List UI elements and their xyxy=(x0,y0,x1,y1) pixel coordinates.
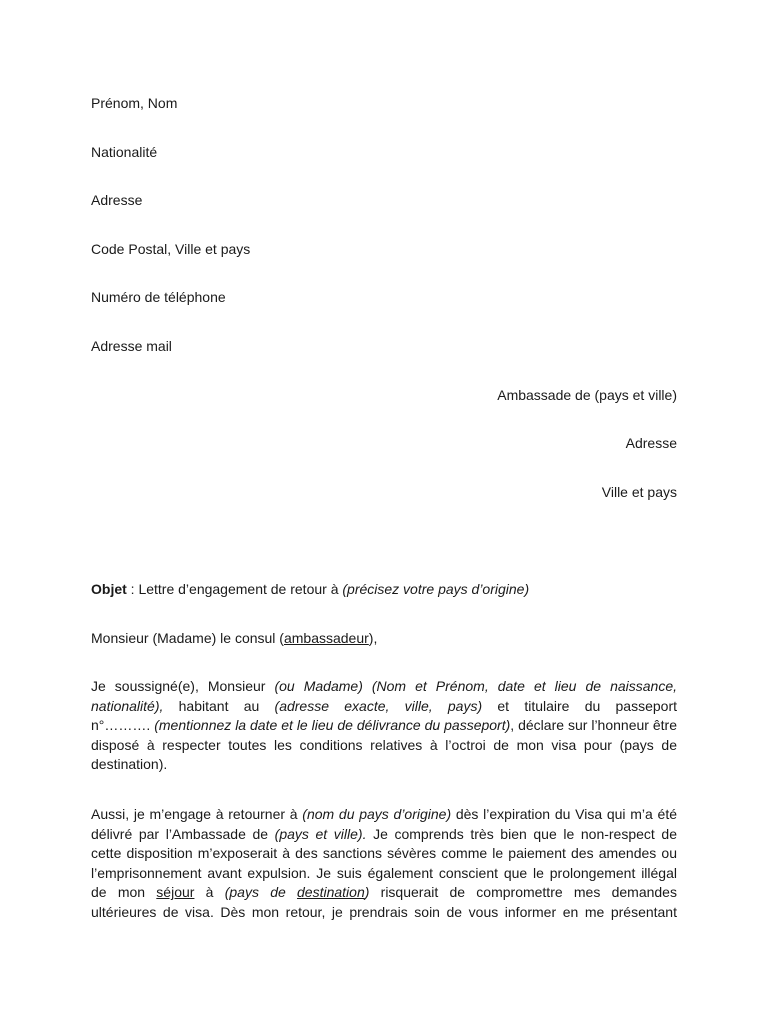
sender-address: Adresse xyxy=(91,192,143,208)
para1-line3: n°………. (mentionnez la date et le lieu de délivrance du passeport), déclare sur l’honneur être xyxy=(91,717,677,733)
para1-line4: disposé à respecter toutes les conditions relatives à l’octroi de mon visa pour (pays de xyxy=(91,736,677,753)
sender-name: Prénom, Nom xyxy=(91,95,178,111)
para1-line1: Je soussigné(e), Monsieur (ou Madame) (Nom et Prénom, date et lieu de naissance, xyxy=(91,678,678,694)
subject-line xyxy=(91,580,529,599)
para2-line3: cette disposition m’exposerait à des sanctions sévères comme le paiement des amendes ou xyxy=(91,845,677,861)
subject-label: Objet xyxy=(91,581,127,597)
subject-hint: (précisez votre pays d’origine) xyxy=(342,581,530,597)
para2-line5: de mon séjour à (pays de destination) risquerait de compromettre mes demandes xyxy=(91,884,677,900)
para2-line2: délivré par l’Ambassade de (pays et ville). Je comprends très bien que le non-respect de xyxy=(91,825,677,842)
paragraph-declaration xyxy=(91,677,677,775)
para1-line5: destination). xyxy=(91,756,168,772)
recipient-address: Adresse xyxy=(625,435,677,451)
subject-sep: : xyxy=(126,581,139,597)
salutation: Monsieur (Madame) le consul (ambassadeur), xyxy=(91,630,378,646)
salutation-ambassador: ambassadeur xyxy=(283,630,369,646)
para2-line6: ultérieures de visa. Dès mon retour, je prendrais soin de vous informer en me présentant xyxy=(91,903,677,920)
sender-email: Adresse mail xyxy=(91,338,172,354)
para2-line1: Aussi, je m’engage à retourner à (nom du pays d’origine) dès l’expiration du Visa qui m’a été xyxy=(91,806,678,822)
para1-line2: nationalité), habitant au (adresse exacte, ville, pays) et titulaire du passeport xyxy=(91,697,677,714)
sender-phone: Numéro de téléphone xyxy=(91,289,226,305)
sender-nationality: Nationalité xyxy=(91,144,158,160)
recipient-embassy: Ambassade de (pays et ville) xyxy=(497,387,677,403)
paragraph-engagement xyxy=(91,805,677,922)
recipient-city: Ville et pays xyxy=(601,484,677,500)
sender-postal: Code Postal, Ville et pays xyxy=(91,241,251,257)
para2-line4: l’emprisonnement avant expulsion. Je suis également conscient que le prolongement illégal xyxy=(91,864,677,881)
subject-text: Lettre d’engagement de retour à xyxy=(138,581,343,597)
